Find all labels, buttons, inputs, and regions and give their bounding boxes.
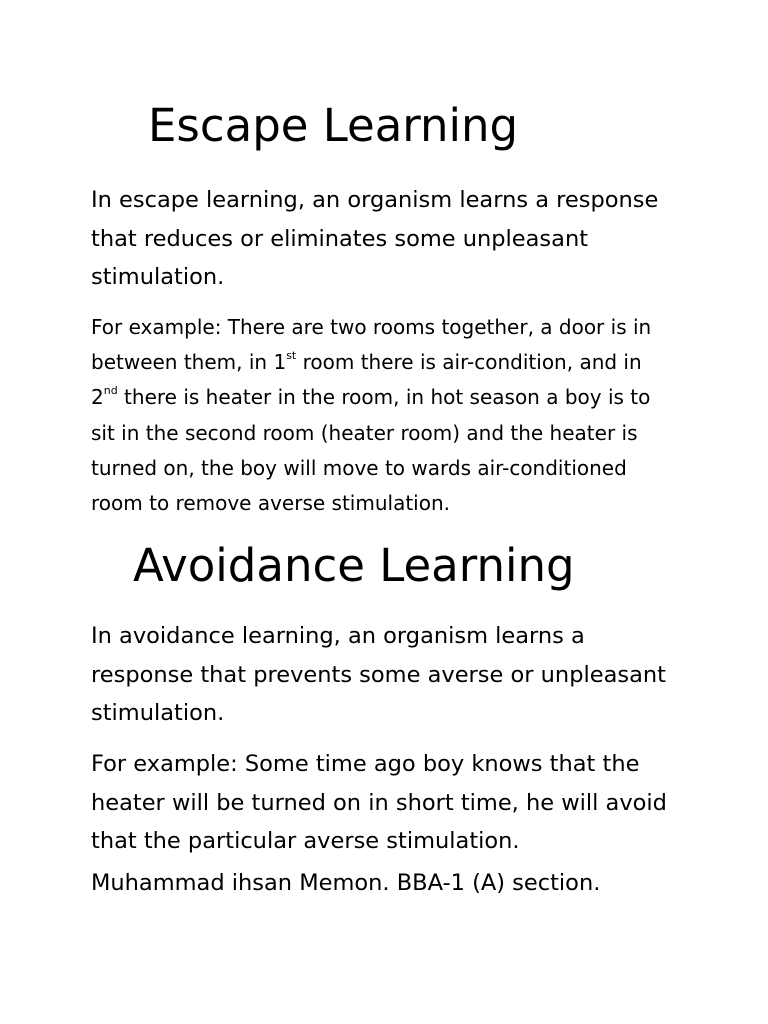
paragraph-line: that reduces or eliminates some unpleasant	[91, 225, 589, 252]
paragraph-line: room to remove averse stimulation.	[91, 491, 450, 516]
paragraph-line: sit in the second room (heater room) and the heater is	[91, 420, 638, 445]
escape-definition-paragraph	[91, 181, 691, 297]
paragraph-line: In avoidance learning, an organism learns a	[91, 623, 585, 649]
paragraph-line: For example: Some time ago boy knows that the	[91, 751, 640, 777]
paragraph-line: stimulation.	[91, 264, 225, 290]
paragraph-line: that the particular averse stimulation.	[91, 828, 520, 854]
paragraph-line	[91, 380, 691, 415]
paragraph-line: response that prevents some averse or unpleasant	[91, 661, 666, 688]
ordinal-superscript: st	[286, 348, 297, 362]
ordinal-superscript: nd	[103, 383, 118, 397]
paragraph-line: heater will be turned on in short time, he will avoid	[91, 789, 667, 816]
paragraph-line: In escape learning, an organism learns a response	[91, 187, 659, 213]
escape-example-paragraph	[91, 310, 691, 521]
text-run: 2	[91, 385, 104, 410]
text-run: there is heater in the room, in hot season a boy is to	[117, 385, 651, 410]
author-text: Muhammad ihsan Memon. BBA-1 (A) section.	[91, 870, 601, 896]
paragraph-line: For example: There are two rooms together, a door is in	[91, 315, 652, 339]
paragraph-line: stimulation.	[91, 700, 225, 726]
text-run: between them, in 1	[91, 350, 287, 375]
avoidance-example-paragraph	[91, 745, 691, 861]
author-line	[91, 864, 691, 903]
paragraph-line: turned on, the boy will move to wards air-conditioned	[91, 455, 627, 480]
avoidance-learning-heading: Avoidance Learning	[133, 539, 575, 592]
paragraph-line	[91, 345, 691, 380]
text-run: room there is air-condition, and in	[296, 350, 642, 375]
escape-learning-heading: Escape Learning	[148, 99, 519, 152]
avoidance-definition-paragraph	[91, 617, 691, 733]
